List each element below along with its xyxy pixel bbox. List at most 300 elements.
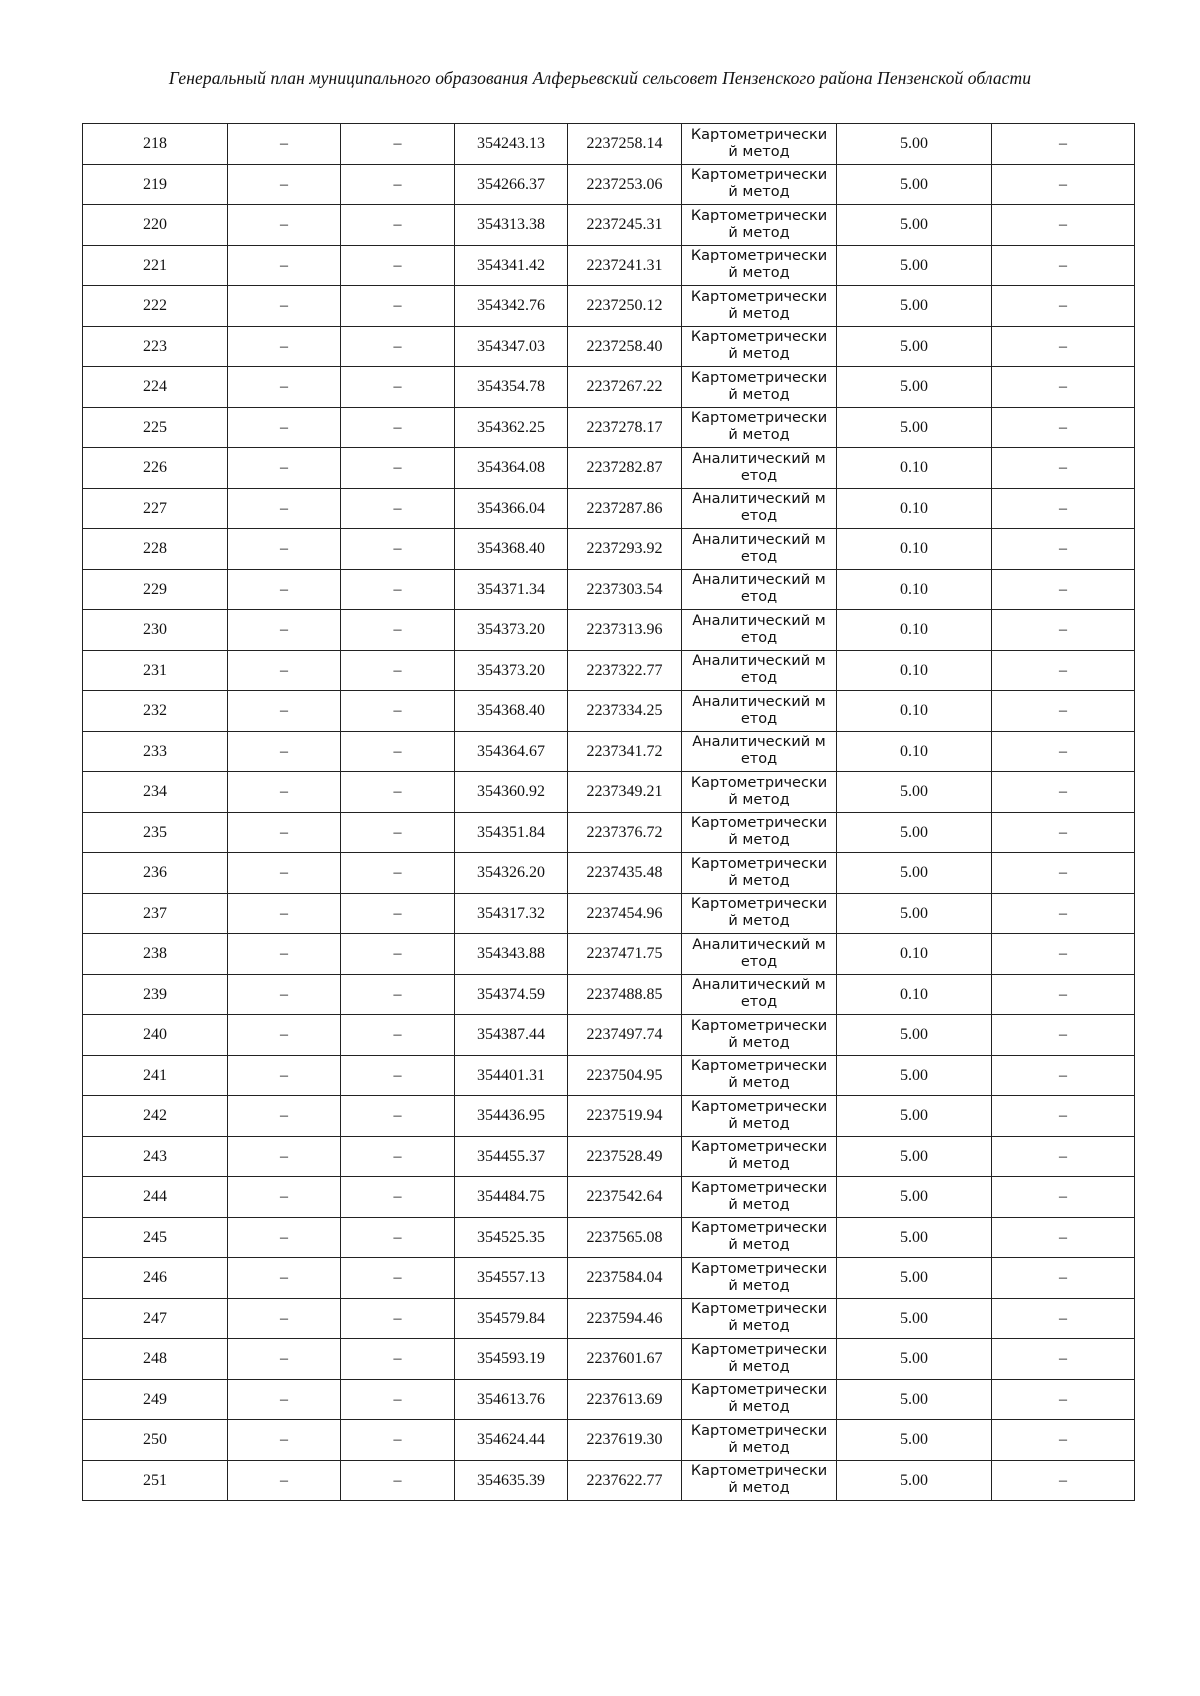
- x-coordinate-cell: 354387.44: [455, 1015, 568, 1056]
- point-number-cell: 234: [83, 772, 228, 813]
- accuracy-cell: 0.10: [837, 650, 992, 691]
- method-cell: Картометрический метод: [682, 1258, 837, 1299]
- accuracy-cell: 5.00: [837, 164, 992, 205]
- empty-cell: –: [992, 164, 1135, 205]
- method-cell: Картометрический метод: [682, 772, 837, 813]
- point-number-cell: 224: [83, 367, 228, 408]
- empty-cell: –: [341, 448, 455, 489]
- x-coordinate-cell: 354368.40: [455, 529, 568, 570]
- y-coordinate-cell: 2237488.85: [568, 974, 682, 1015]
- table-row: [83, 367, 1135, 408]
- point-number-cell: 218: [83, 124, 228, 165]
- point-number-cell: 231: [83, 650, 228, 691]
- y-coordinate-cell: 2237584.04: [568, 1258, 682, 1299]
- y-coordinate-cell: 2237253.06: [568, 164, 682, 205]
- table-row: [83, 934, 1135, 975]
- accuracy-cell: 5.00: [837, 1298, 992, 1339]
- x-coordinate-cell: 354347.03: [455, 326, 568, 367]
- point-number-cell: 239: [83, 974, 228, 1015]
- accuracy-cell: 5.00: [837, 1177, 992, 1218]
- empty-cell: –: [228, 772, 341, 813]
- method-cell: Картометрический метод: [682, 1298, 837, 1339]
- empty-cell: –: [341, 488, 455, 529]
- y-coordinate-cell: 2237594.46: [568, 1298, 682, 1339]
- empty-cell: –: [341, 974, 455, 1015]
- point-number-cell: 225: [83, 407, 228, 448]
- empty-cell: –: [992, 245, 1135, 286]
- accuracy-cell: 5.00: [837, 1096, 992, 1137]
- table-row: [83, 893, 1135, 934]
- method-cell: Картометрический метод: [682, 205, 837, 246]
- empty-cell: –: [341, 731, 455, 772]
- x-coordinate-cell: 354360.92: [455, 772, 568, 813]
- x-coordinate-cell: 354484.75: [455, 1177, 568, 1218]
- empty-cell: –: [228, 1055, 341, 1096]
- x-coordinate-cell: 354351.84: [455, 812, 568, 853]
- table-row: [83, 245, 1135, 286]
- empty-cell: –: [341, 893, 455, 934]
- table-row: [83, 205, 1135, 246]
- empty-cell: –: [228, 1298, 341, 1339]
- accuracy-cell: 5.00: [837, 1258, 992, 1299]
- method-cell: Картометрический метод: [682, 1217, 837, 1258]
- point-number-cell: 236: [83, 853, 228, 894]
- accuracy-cell: 5.00: [837, 367, 992, 408]
- point-number-cell: 251: [83, 1460, 228, 1501]
- empty-cell: –: [992, 772, 1135, 813]
- empty-cell: –: [992, 367, 1135, 408]
- method-cell: Картометрический метод: [682, 1339, 837, 1380]
- table-row: [83, 691, 1135, 732]
- empty-cell: –: [228, 1177, 341, 1218]
- x-coordinate-cell: 354613.76: [455, 1379, 568, 1420]
- accuracy-cell: 0.10: [837, 974, 992, 1015]
- point-number-cell: 232: [83, 691, 228, 732]
- point-number-cell: 242: [83, 1096, 228, 1137]
- empty-cell: –: [992, 893, 1135, 934]
- method-cell: Аналитический метод: [682, 650, 837, 691]
- empty-cell: –: [228, 1379, 341, 1420]
- method-cell: Картометрический метод: [682, 245, 837, 286]
- empty-cell: –: [341, 1136, 455, 1177]
- empty-cell: –: [341, 529, 455, 570]
- method-cell: Аналитический метод: [682, 731, 837, 772]
- y-coordinate-cell: 2237622.77: [568, 1460, 682, 1501]
- x-coordinate-cell: 354557.13: [455, 1258, 568, 1299]
- point-number-cell: 228: [83, 529, 228, 570]
- empty-cell: –: [992, 1298, 1135, 1339]
- point-number-cell: 219: [83, 164, 228, 205]
- empty-cell: –: [992, 488, 1135, 529]
- table-row: [83, 569, 1135, 610]
- table-row: [83, 1379, 1135, 1420]
- method-cell: Аналитический метод: [682, 934, 837, 975]
- y-coordinate-cell: 2237519.94: [568, 1096, 682, 1137]
- empty-cell: –: [992, 731, 1135, 772]
- empty-cell: –: [341, 1379, 455, 1420]
- empty-cell: –: [992, 974, 1135, 1015]
- y-coordinate-cell: 2237454.96: [568, 893, 682, 934]
- point-number-cell: 248: [83, 1339, 228, 1380]
- empty-cell: –: [992, 610, 1135, 651]
- point-number-cell: 220: [83, 205, 228, 246]
- table-row: [83, 1258, 1135, 1299]
- x-coordinate-cell: 354455.37: [455, 1136, 568, 1177]
- point-number-cell: 230: [83, 610, 228, 651]
- method-cell: Аналитический метод: [682, 448, 837, 489]
- empty-cell: –: [992, 812, 1135, 853]
- empty-cell: –: [228, 812, 341, 853]
- empty-cell: –: [341, 326, 455, 367]
- empty-cell: –: [992, 529, 1135, 570]
- x-coordinate-cell: 354364.08: [455, 448, 568, 489]
- empty-cell: –: [228, 164, 341, 205]
- empty-cell: –: [341, 1015, 455, 1056]
- empty-cell: –: [992, 691, 1135, 732]
- y-coordinate-cell: 2237542.64: [568, 1177, 682, 1218]
- accuracy-cell: 0.10: [837, 488, 992, 529]
- empty-cell: –: [992, 853, 1135, 894]
- accuracy-cell: 5.00: [837, 893, 992, 934]
- x-coordinate-cell: 354401.31: [455, 1055, 568, 1096]
- empty-cell: –: [228, 1339, 341, 1380]
- empty-cell: –: [341, 407, 455, 448]
- method-cell: Картометрический метод: [682, 164, 837, 205]
- table-row: [83, 731, 1135, 772]
- table-row: [83, 812, 1135, 853]
- point-number-cell: 233: [83, 731, 228, 772]
- method-cell: Картометрический метод: [682, 286, 837, 327]
- empty-cell: –: [341, 569, 455, 610]
- empty-cell: –: [341, 124, 455, 165]
- empty-cell: –: [228, 934, 341, 975]
- x-coordinate-cell: 354525.35: [455, 1217, 568, 1258]
- empty-cell: –: [341, 1298, 455, 1339]
- table-row: [83, 164, 1135, 205]
- table-row: [83, 407, 1135, 448]
- y-coordinate-cell: 2237287.86: [568, 488, 682, 529]
- accuracy-cell: 0.10: [837, 934, 992, 975]
- empty-cell: –: [341, 205, 455, 246]
- x-coordinate-cell: 354579.84: [455, 1298, 568, 1339]
- empty-cell: –: [228, 1217, 341, 1258]
- point-number-cell: 222: [83, 286, 228, 327]
- accuracy-cell: 5.00: [837, 245, 992, 286]
- y-coordinate-cell: 2237341.72: [568, 731, 682, 772]
- method-cell: Картометрический метод: [682, 812, 837, 853]
- point-number-cell: 243: [83, 1136, 228, 1177]
- empty-cell: –: [992, 1096, 1135, 1137]
- empty-cell: –: [992, 286, 1135, 327]
- accuracy-cell: 5.00: [837, 772, 992, 813]
- x-coordinate-cell: 354342.76: [455, 286, 568, 327]
- empty-cell: –: [228, 853, 341, 894]
- empty-cell: –: [341, 1420, 455, 1461]
- x-coordinate-cell: 354326.20: [455, 853, 568, 894]
- method-cell: Картометрический метод: [682, 124, 837, 165]
- table-row: [83, 1460, 1135, 1501]
- empty-cell: –: [228, 488, 341, 529]
- table-row: [83, 974, 1135, 1015]
- accuracy-cell: 5.00: [837, 1460, 992, 1501]
- x-coordinate-cell: 354373.20: [455, 610, 568, 651]
- x-coordinate-cell: 354593.19: [455, 1339, 568, 1380]
- point-number-cell: 229: [83, 569, 228, 610]
- y-coordinate-cell: 2237282.87: [568, 448, 682, 489]
- empty-cell: –: [228, 1136, 341, 1177]
- empty-cell: –: [228, 124, 341, 165]
- method-cell: Аналитический метод: [682, 691, 837, 732]
- coordinates-table: [82, 123, 1135, 1501]
- empty-cell: –: [228, 1420, 341, 1461]
- accuracy-cell: 0.10: [837, 610, 992, 651]
- y-coordinate-cell: 2237278.17: [568, 407, 682, 448]
- point-number-cell: 221: [83, 245, 228, 286]
- y-coordinate-cell: 2237435.48: [568, 853, 682, 894]
- accuracy-cell: 5.00: [837, 326, 992, 367]
- table-row: [83, 772, 1135, 813]
- x-coordinate-cell: 354343.88: [455, 934, 568, 975]
- empty-cell: –: [992, 1177, 1135, 1218]
- x-coordinate-cell: 354354.78: [455, 367, 568, 408]
- accuracy-cell: 5.00: [837, 1217, 992, 1258]
- empty-cell: –: [228, 448, 341, 489]
- method-cell: Аналитический метод: [682, 610, 837, 651]
- empty-cell: –: [228, 569, 341, 610]
- empty-cell: –: [992, 1136, 1135, 1177]
- empty-cell: –: [992, 650, 1135, 691]
- table-row: [83, 124, 1135, 165]
- y-coordinate-cell: 2237293.92: [568, 529, 682, 570]
- y-coordinate-cell: 2237250.12: [568, 286, 682, 327]
- empty-cell: –: [341, 1460, 455, 1501]
- x-coordinate-cell: 354313.38: [455, 205, 568, 246]
- empty-cell: –: [341, 650, 455, 691]
- method-cell: Аналитический метод: [682, 529, 837, 570]
- table-row: [83, 1055, 1135, 1096]
- accuracy-cell: 5.00: [837, 812, 992, 853]
- empty-cell: –: [341, 772, 455, 813]
- y-coordinate-cell: 2237497.74: [568, 1015, 682, 1056]
- point-number-cell: 235: [83, 812, 228, 853]
- y-coordinate-cell: 2237601.67: [568, 1339, 682, 1380]
- table-row: [83, 1015, 1135, 1056]
- empty-cell: –: [341, 691, 455, 732]
- y-coordinate-cell: 2237528.49: [568, 1136, 682, 1177]
- accuracy-cell: 0.10: [837, 448, 992, 489]
- method-cell: Картометрический метод: [682, 1136, 837, 1177]
- y-coordinate-cell: 2237241.31: [568, 245, 682, 286]
- empty-cell: –: [341, 853, 455, 894]
- empty-cell: –: [228, 691, 341, 732]
- y-coordinate-cell: 2237613.69: [568, 1379, 682, 1420]
- accuracy-cell: 0.10: [837, 569, 992, 610]
- empty-cell: –: [228, 650, 341, 691]
- method-cell: Картометрический метод: [682, 1420, 837, 1461]
- empty-cell: –: [992, 1258, 1135, 1299]
- empty-cell: –: [228, 367, 341, 408]
- y-coordinate-cell: 2237334.25: [568, 691, 682, 732]
- method-cell: Картометрический метод: [682, 1460, 837, 1501]
- empty-cell: –: [228, 205, 341, 246]
- point-number-cell: 240: [83, 1015, 228, 1056]
- accuracy-cell: 5.00: [837, 286, 992, 327]
- x-coordinate-cell: 354243.13: [455, 124, 568, 165]
- accuracy-cell: 5.00: [837, 124, 992, 165]
- empty-cell: –: [992, 569, 1135, 610]
- table-row: [83, 1298, 1135, 1339]
- accuracy-cell: 5.00: [837, 1339, 992, 1380]
- accuracy-cell: 5.00: [837, 407, 992, 448]
- x-coordinate-cell: 354624.44: [455, 1420, 568, 1461]
- table-row: [83, 610, 1135, 651]
- accuracy-cell: 0.10: [837, 529, 992, 570]
- table-row: [83, 1096, 1135, 1137]
- method-cell: Картометрический метод: [682, 1379, 837, 1420]
- empty-cell: –: [341, 1258, 455, 1299]
- y-coordinate-cell: 2237303.54: [568, 569, 682, 610]
- table-row: [83, 448, 1135, 489]
- empty-cell: –: [228, 610, 341, 651]
- point-number-cell: 241: [83, 1055, 228, 1096]
- table-row: [83, 1217, 1135, 1258]
- empty-cell: –: [228, 245, 341, 286]
- empty-cell: –: [228, 1015, 341, 1056]
- point-number-cell: 238: [83, 934, 228, 975]
- method-cell: Аналитический метод: [682, 974, 837, 1015]
- method-cell: Аналитический метод: [682, 569, 837, 610]
- method-cell: Картометрический метод: [682, 893, 837, 934]
- empty-cell: –: [341, 1096, 455, 1137]
- empty-cell: –: [992, 205, 1135, 246]
- empty-cell: –: [341, 1055, 455, 1096]
- x-coordinate-cell: 354364.67: [455, 731, 568, 772]
- table-row: [83, 1136, 1135, 1177]
- x-coordinate-cell: 354368.40: [455, 691, 568, 732]
- accuracy-cell: 5.00: [837, 853, 992, 894]
- x-coordinate-cell: 354366.04: [455, 488, 568, 529]
- method-cell: Картометрический метод: [682, 1177, 837, 1218]
- empty-cell: –: [992, 1015, 1135, 1056]
- empty-cell: –: [992, 407, 1135, 448]
- empty-cell: –: [228, 1258, 341, 1299]
- method-cell: Картометрический метод: [682, 853, 837, 894]
- empty-cell: –: [992, 326, 1135, 367]
- table-row: [83, 1177, 1135, 1218]
- accuracy-cell: 5.00: [837, 1136, 992, 1177]
- point-number-cell: 249: [83, 1379, 228, 1420]
- empty-cell: –: [228, 326, 341, 367]
- method-cell: Картометрический метод: [682, 1055, 837, 1096]
- method-cell: Картометрический метод: [682, 367, 837, 408]
- empty-cell: –: [341, 812, 455, 853]
- x-coordinate-cell: 354373.20: [455, 650, 568, 691]
- x-coordinate-cell: 354374.59: [455, 974, 568, 1015]
- y-coordinate-cell: 2237258.40: [568, 326, 682, 367]
- y-coordinate-cell: 2237313.96: [568, 610, 682, 651]
- y-coordinate-cell: 2237565.08: [568, 1217, 682, 1258]
- empty-cell: –: [341, 164, 455, 205]
- empty-cell: –: [228, 974, 341, 1015]
- table-row: [83, 326, 1135, 367]
- accuracy-cell: 5.00: [837, 1015, 992, 1056]
- point-number-cell: 226: [83, 448, 228, 489]
- empty-cell: –: [341, 367, 455, 408]
- method-cell: Картометрический метод: [682, 326, 837, 367]
- table-row: [83, 1420, 1135, 1461]
- method-cell: Картометрический метод: [682, 1096, 837, 1137]
- accuracy-cell: 0.10: [837, 691, 992, 732]
- page-header-title: Генеральный план муниципального образования Алферьевский сельсовет Пензенского района Пензенской области: [168, 68, 1032, 88]
- point-number-cell: 246: [83, 1258, 228, 1299]
- point-number-cell: 250: [83, 1420, 228, 1461]
- accuracy-cell: 5.00: [837, 205, 992, 246]
- accuracy-cell: 5.00: [837, 1055, 992, 1096]
- empty-cell: –: [228, 286, 341, 327]
- x-coordinate-cell: 354436.95: [455, 1096, 568, 1137]
- empty-cell: –: [992, 1460, 1135, 1501]
- y-coordinate-cell: 2237258.14: [568, 124, 682, 165]
- y-coordinate-cell: 2237504.95: [568, 1055, 682, 1096]
- point-number-cell: 223: [83, 326, 228, 367]
- x-coordinate-cell: 354317.32: [455, 893, 568, 934]
- y-coordinate-cell: 2237267.22: [568, 367, 682, 408]
- empty-cell: –: [992, 1217, 1135, 1258]
- accuracy-cell: 5.00: [837, 1379, 992, 1420]
- table-row: [83, 650, 1135, 691]
- accuracy-cell: 0.10: [837, 731, 992, 772]
- empty-cell: –: [341, 610, 455, 651]
- table-row: [83, 529, 1135, 570]
- empty-cell: –: [341, 1339, 455, 1380]
- empty-cell: –: [992, 934, 1135, 975]
- empty-cell: –: [341, 1217, 455, 1258]
- empty-cell: –: [228, 893, 341, 934]
- empty-cell: –: [992, 1420, 1135, 1461]
- empty-cell: –: [992, 1379, 1135, 1420]
- y-coordinate-cell: 2237619.30: [568, 1420, 682, 1461]
- table-row: [83, 1339, 1135, 1380]
- table-row: [83, 853, 1135, 894]
- table-row: [83, 488, 1135, 529]
- accuracy-cell: 5.00: [837, 1420, 992, 1461]
- point-number-cell: 237: [83, 893, 228, 934]
- empty-cell: –: [992, 1339, 1135, 1380]
- empty-cell: –: [992, 1055, 1135, 1096]
- y-coordinate-cell: 2237376.72: [568, 812, 682, 853]
- empty-cell: –: [228, 731, 341, 772]
- method-cell: Аналитический метод: [682, 488, 837, 529]
- empty-cell: –: [341, 245, 455, 286]
- table-row: [83, 286, 1135, 327]
- empty-cell: –: [992, 448, 1135, 489]
- point-number-cell: 227: [83, 488, 228, 529]
- empty-cell: –: [341, 286, 455, 327]
- empty-cell: –: [228, 1460, 341, 1501]
- x-coordinate-cell: 354371.34: [455, 569, 568, 610]
- method-cell: Картометрический метод: [682, 1015, 837, 1056]
- empty-cell: –: [228, 407, 341, 448]
- point-number-cell: 244: [83, 1177, 228, 1218]
- y-coordinate-cell: 2237349.21: [568, 772, 682, 813]
- y-coordinate-cell: 2237471.75: [568, 934, 682, 975]
- point-number-cell: 247: [83, 1298, 228, 1339]
- empty-cell: –: [341, 1177, 455, 1218]
- method-cell: Картометрический метод: [682, 407, 837, 448]
- x-coordinate-cell: 354341.42: [455, 245, 568, 286]
- y-coordinate-cell: 2237245.31: [568, 205, 682, 246]
- empty-cell: –: [992, 124, 1135, 165]
